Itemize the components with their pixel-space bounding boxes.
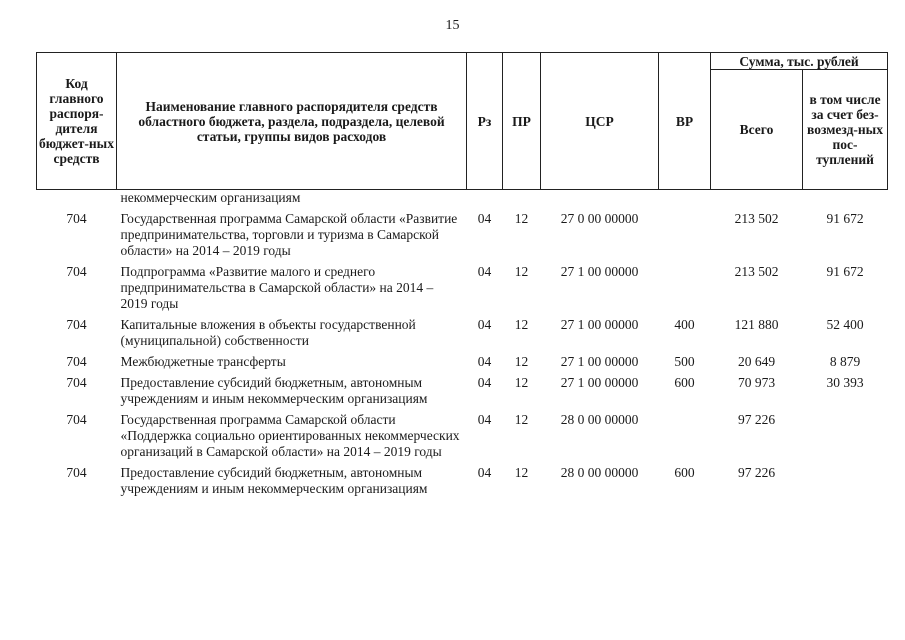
cell-code: 704 [66,317,87,332]
table-row [37,259,888,312]
cell-vr [659,206,711,259]
budget-table [36,52,888,497]
header-total: Всего [711,70,803,190]
table-body [37,190,888,498]
cell-incl [803,460,888,497]
cell-incl: 91 672 [826,211,864,226]
continuation-text: некоммерческим организациям [120,190,301,205]
cell-pr: 12 [514,354,529,369]
cell-vr: 600 [674,375,695,390]
continuation-row [37,190,888,207]
cell-vr [659,259,711,312]
cell-total: 70 973 [737,375,776,390]
cell-total: 213 502 [734,211,779,226]
cell-incl: 52 400 [826,317,864,332]
cell-name: Государственная программа Самарской области «Поддержка социально ориентированных некоммерческих организаций в Самарской области» на 2014 – 2019 годы [120,412,460,459]
table-row [37,370,888,407]
cell-rz: 04 [477,375,492,390]
cell-total: 97 226 [737,412,776,427]
cell-incl [803,407,888,460]
cell-csr: 27 1 00 00000 [560,354,639,369]
header-name: Наименование главного распорядителя средств областного бюджета, раздела, подраздела, целевой статьи, группы видов расходов [117,53,467,190]
cell-vr [659,407,711,460]
cell-total: 20 649 [737,354,776,369]
cell-total: 97 226 [737,465,776,480]
cell-rz: 04 [477,465,492,480]
cell-code: 704 [66,354,87,369]
cell-pr: 12 [514,412,529,427]
cell-total: 213 502 [734,264,779,279]
table-row [37,460,888,497]
header-code: Код главного распоря-дителя бюджет-ных средств [37,53,117,190]
cell-vr: 500 [674,354,695,369]
cell-csr: 27 1 00 00000 [560,317,639,332]
cell-pr: 12 [514,375,529,390]
cell-pr: 12 [514,317,529,332]
header-csr: ЦСР [541,53,659,190]
table-row [37,206,888,259]
cell-name: Капитальные вложения в объекты государственной (муниципальной) собственности [120,317,416,348]
cell-name: Межбюджетные трансферты [120,354,286,369]
cell-code: 704 [66,264,87,279]
table-row [37,349,888,370]
cell-pr: 12 [514,264,529,279]
cell-csr: 27 1 00 00000 [560,375,639,390]
cell-csr: 28 0 00 00000 [560,412,639,427]
cell-name: Государственная программа Самарской области «Развитие предпринимательства, торговли и туризма в Самарской области» на 2014 – 2019 годы [120,211,458,258]
cell-pr: 12 [514,465,529,480]
cell-name: Предоставление субсидий бюджетным, автономным учреждениям и иным некоммерческим организациям [120,465,428,496]
header-rz: Рз [467,53,503,190]
cell-csr: 28 0 00 00000 [560,465,639,480]
cell-name: Подпрограмма «Развитие малого и среднего предпринимательства в Самарской области» на 2014 – 2019 годы [120,264,434,311]
cell-code: 704 [66,412,87,427]
cell-incl: 91 672 [826,264,864,279]
cell-pr: 12 [514,211,529,226]
cell-rz: 04 [477,412,492,427]
header-incl: в том числе за счет без-возмезд-ных пос-туплений [803,70,888,190]
table-row [37,407,888,460]
cell-code: 704 [66,375,87,390]
cell-vr: 600 [674,465,695,480]
cell-incl: 8 879 [829,354,861,369]
header-vr: ВР [659,53,711,190]
cell-rz: 04 [477,264,492,279]
cell-rz: 04 [477,354,492,369]
cell-code: 704 [66,465,87,480]
cell-incl: 30 393 [826,375,864,390]
cell-csr: 27 0 00 00000 [560,211,639,226]
table-row [37,312,888,349]
cell-vr: 400 [674,317,695,332]
header-pr: ПР [503,53,541,190]
cell-name: Предоставление субсидий бюджетным, автономным учреждениям и иным некоммерческим организациям [120,375,428,406]
page-number: 15 [445,18,460,33]
cell-rz: 04 [477,317,492,332]
table-header [37,53,888,190]
header-sum: Сумма, тыс. рублей [711,53,888,70]
cell-code: 704 [66,211,87,226]
cell-total: 121 880 [734,317,779,332]
cell-csr: 27 1 00 00000 [560,264,639,279]
cell-rz: 04 [477,211,492,226]
